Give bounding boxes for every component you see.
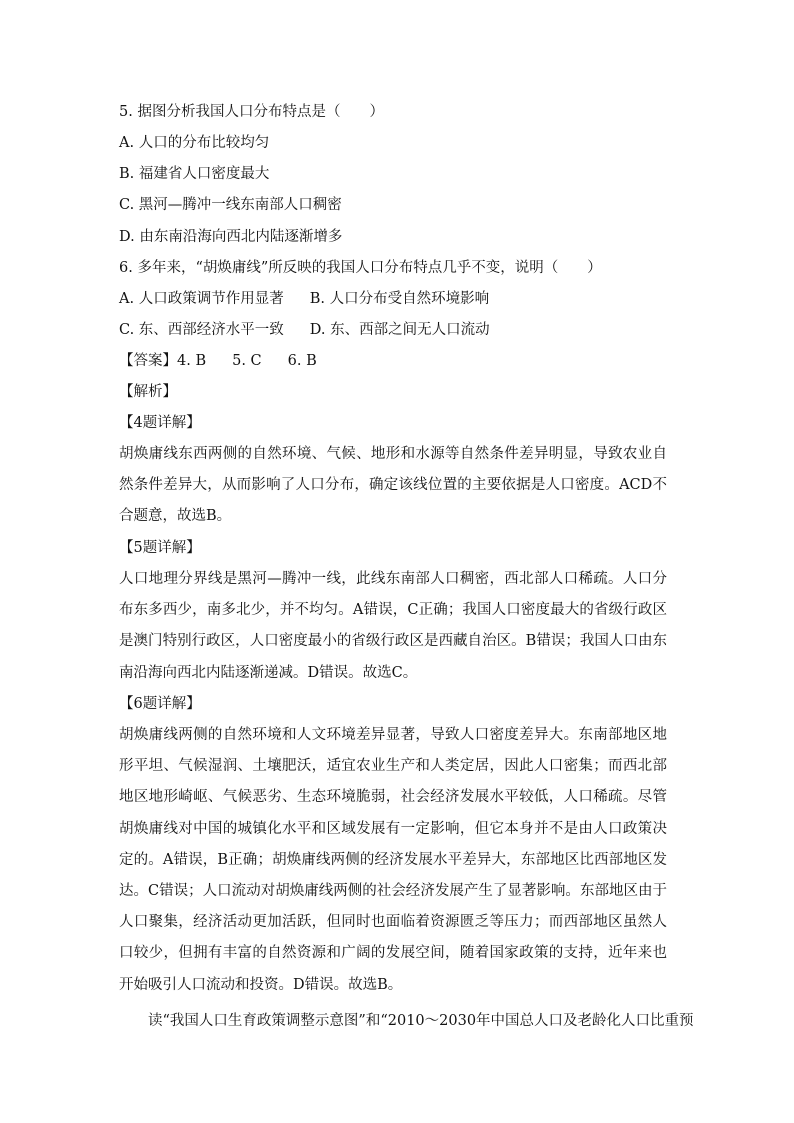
detail-4-text: 胡焕庸线东西两侧的自然环境、气候、地形和水源等自然条件差异明显，导致农业自然条件差异大，从而影响了人口分布，确定该线位置的主要依据是人口密度。ACD不合题意，故选B。 xyxy=(119,446,667,525)
q6-option-a: A. 人口政策调节作用显著 xyxy=(119,291,284,307)
q5-option-d: D. 由东南沿海向西北内陆逐渐增多 xyxy=(119,229,343,245)
q5-option-b: B. 福建省人口密度最大 xyxy=(119,166,270,182)
q6-options-row-2 xyxy=(119,320,490,340)
q6-stem: 6. 多年来，“胡焕庸线”所反映的我国人口分布特点几乎不变，说明（ ） xyxy=(119,260,602,276)
next-question-intro: 读“我国人口生育政策调整示意图”和“2010～2030年中国总人口及老龄化人口比重预 xyxy=(148,1013,694,1029)
q6-option-c: C. 东、西部经济水平一致 xyxy=(119,322,284,338)
detail-6-label: 【6题详解】 xyxy=(119,696,201,712)
q6-options-row-1 xyxy=(119,289,489,309)
analysis-label: 【解析】 xyxy=(119,384,177,400)
q5-stem: 5. 据图分析我国人口分布特点是（ ） xyxy=(119,104,384,120)
answer-line xyxy=(119,351,317,371)
detail-5-text: 人口地理分界线是黑河—腾冲一线，此线东南部人口稠密，西北部人口稀疏。人口分布东多西少，南多北少，并不均匀。A错误，C正确；我国人口密度最大的省级行政区是澳门特别行政区，人口密度最小的省级行政区是西藏自治区。B错误；我国人口由东南沿海向西北内陆逐渐递减。D错误。故选C。 xyxy=(119,571,667,681)
answer-label: 【答案】 xyxy=(119,353,177,369)
answer-6: 6. B xyxy=(287,353,317,369)
q5-option-a: A. 人口的分布比较均匀 xyxy=(119,135,270,151)
q6-option-b: B. 人口分布受自然环境影响 xyxy=(309,291,490,307)
detail-5-label: 【5题详解】 xyxy=(119,540,201,556)
answer-4: 4. B xyxy=(177,353,207,369)
detail-6-text: 胡焕庸线两侧的自然环境和人文环境差异显著，导致人口密度差异大。东南部地区地形平坦、气候湿润、土壤肥沃，适宜农业生产和人类定居，因此人口密集；而西北部地区地形崎岖、气候恶劣、生态环境脆弱，社会经济发展水平较低，人口稀疏。尽管胡焕庸线对中国的城镇化水平和区域发展有一定影响，但它本身并不是由人口政策决定的。A错误，B正确；胡焕庸线两侧的经济发展水平差异大，东部地区比西部地区发达。C错误；人口流动对胡焕庸线两侧的社会经济发展产生了显著影响。东部地区由于人口聚集，经济活动更加活跃，但同时也面临着资源匮乏等压力；而西部地区虽然人口较少，但拥有丰富的自然资源和广阔的发展空间，随着国家政策的支持，近年来也开始吸引人口流动和投资。D错误。故选B。 xyxy=(119,727,667,993)
q5-option-c: C. 黑河—腾冲一线东南部人口稠密 xyxy=(119,197,342,213)
answer-5: 5. C xyxy=(232,353,262,369)
detail-4-label: 【4题详解】 xyxy=(119,415,201,431)
q6-option-d: D. 东、西部之间无人口流动 xyxy=(309,322,490,338)
